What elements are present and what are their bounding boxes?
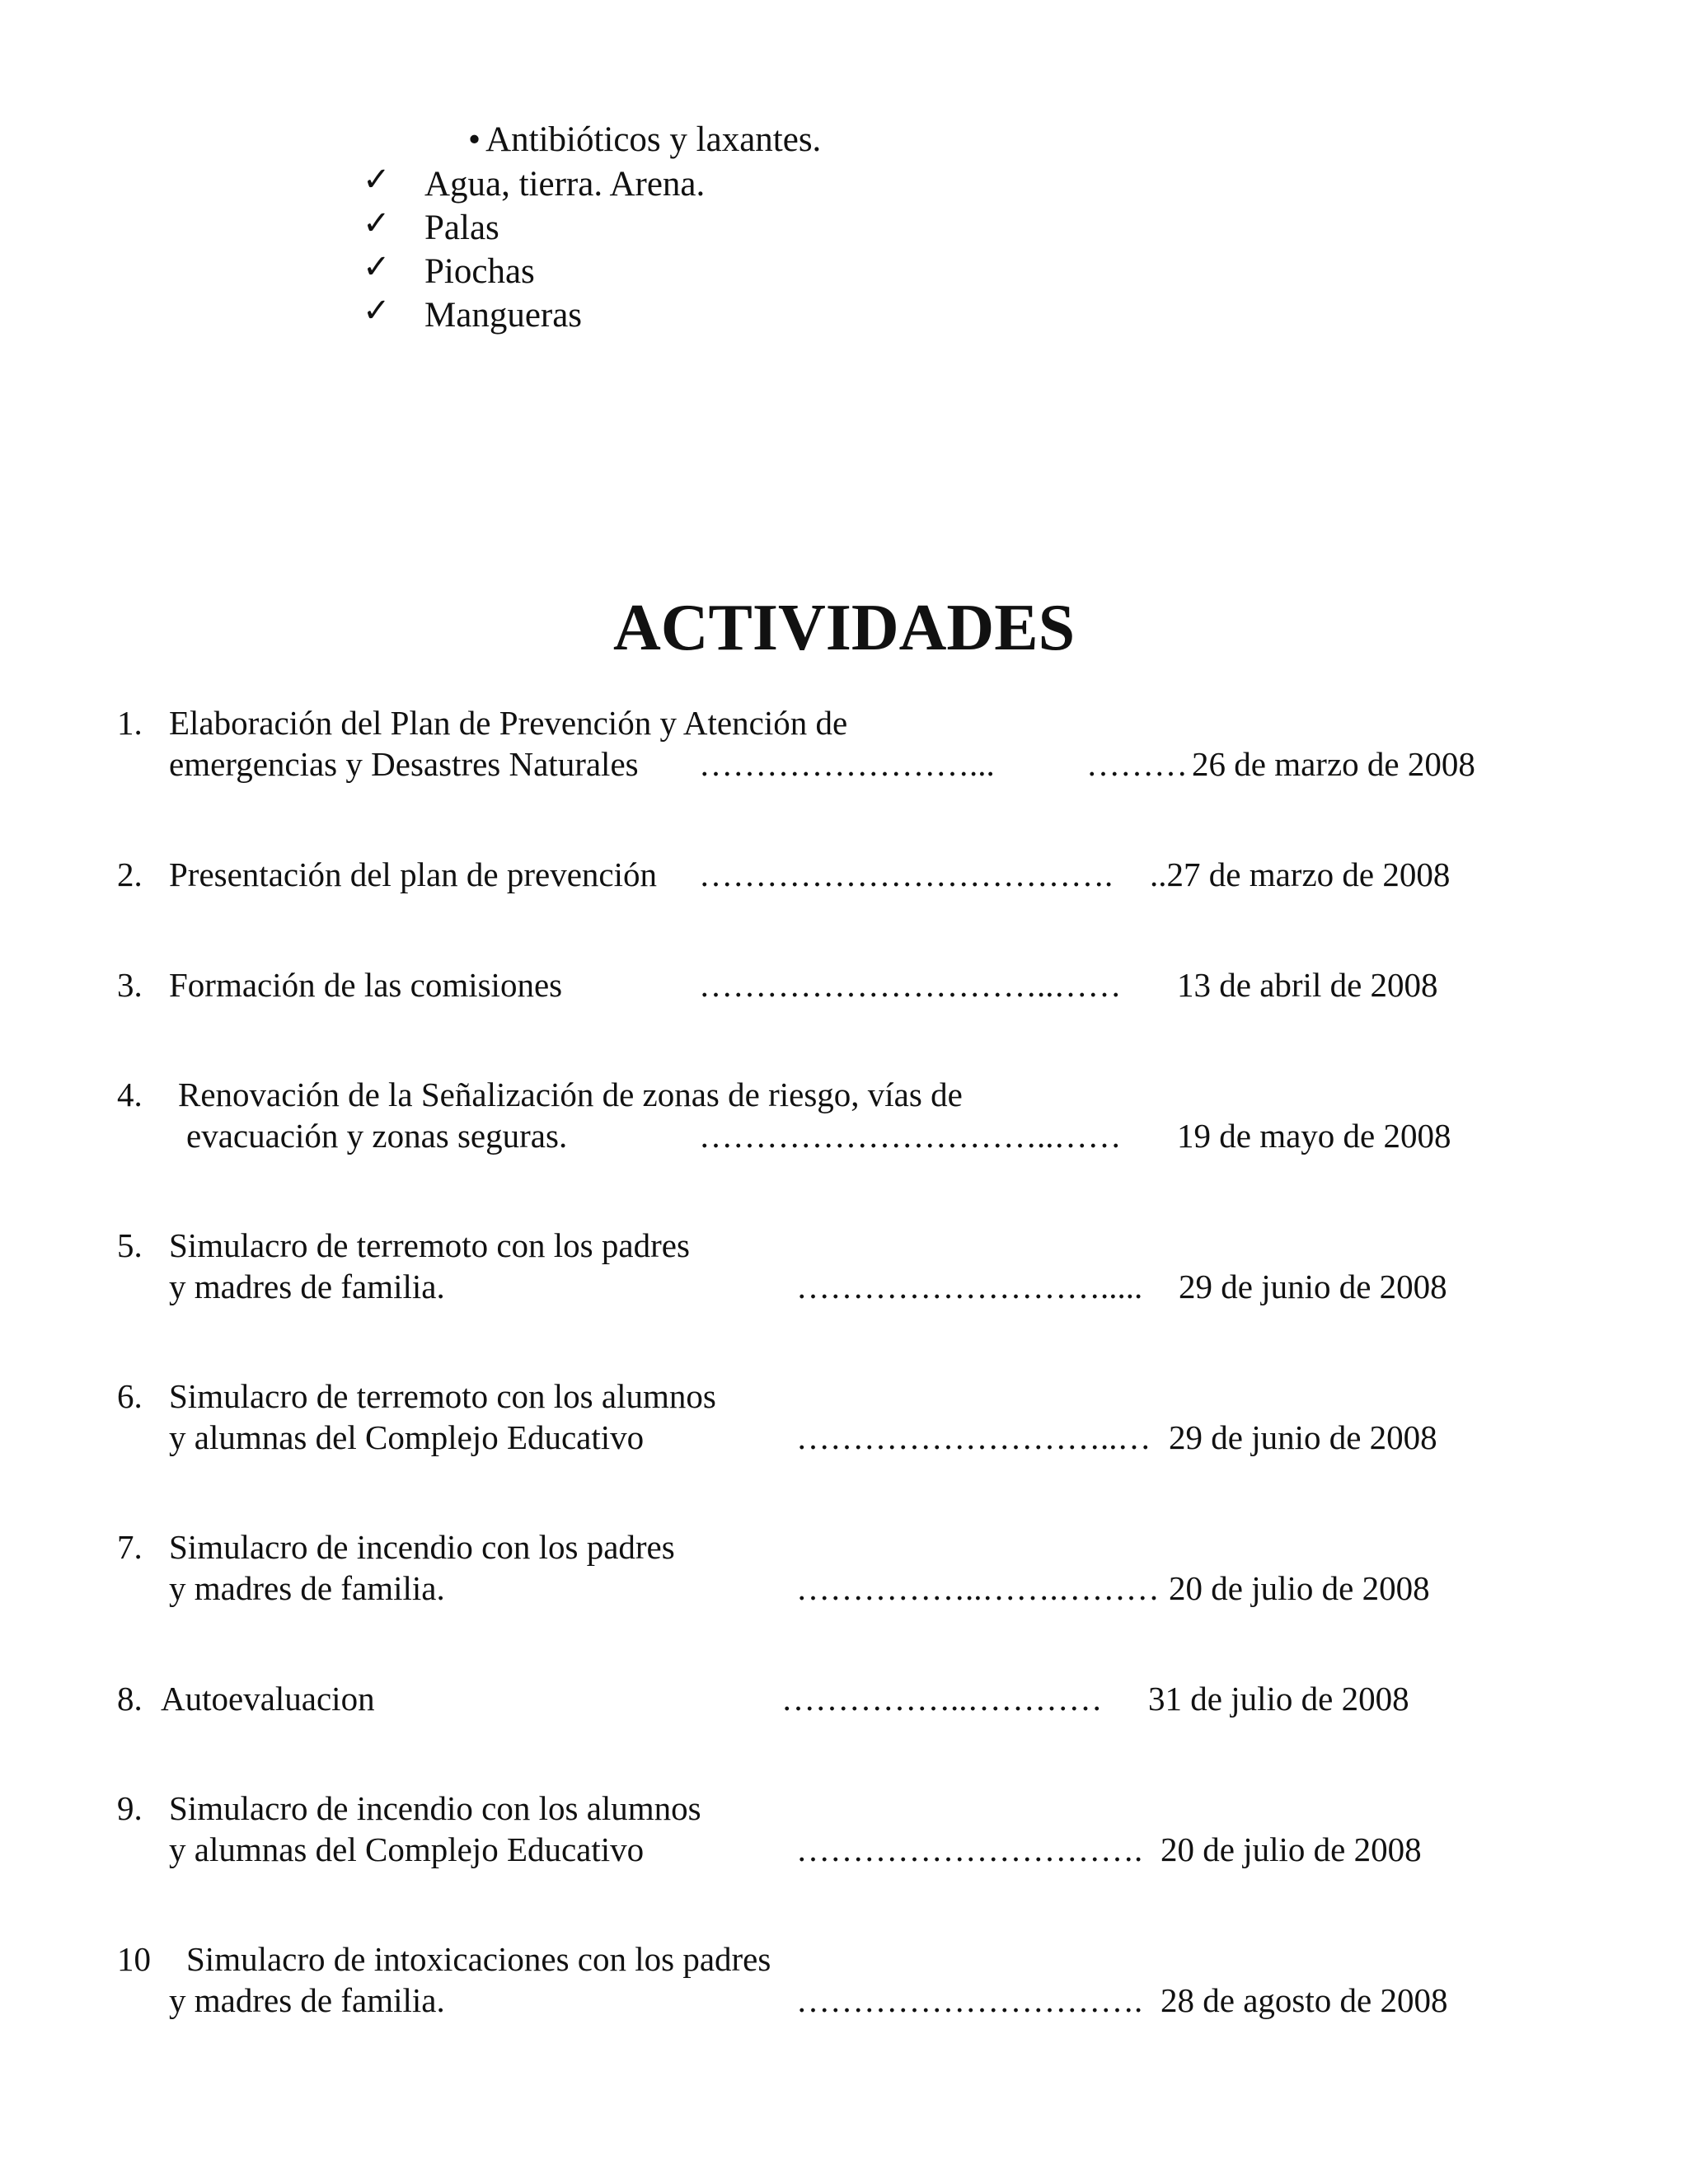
check-item: Agua, tierra. Arena. — [424, 165, 706, 204]
activity-text: y alumnas del Complejo Educativo — [169, 1418, 645, 1456]
activity-text: y madres de familia. — [169, 1981, 445, 2019]
check-item: Piochas — [424, 252, 535, 291]
activity-date: 20 de julio de 2008 — [1160, 1830, 1422, 1868]
activity-text: evacuación y zonas seguras. — [186, 1117, 568, 1155]
leader-dots: ………………………..… — [796, 1418, 1151, 1456]
checkmark-icon: ✓ — [363, 161, 391, 199]
leader-dots: ……………………... — [699, 745, 995, 783]
activity-date: 28 de agosto de 2008 — [1160, 1981, 1448, 2019]
activity-date: 19 de mayo de 2008 — [1177, 1117, 1451, 1155]
activity-number: 1. — [117, 704, 143, 742]
leader-dots: ………………………………. — [699, 855, 1114, 893]
activity-date: 29 de junio de 2008 — [1179, 1268, 1447, 1305]
activity-number: 4. — [117, 1076, 143, 1113]
activity-date: 31 de julio de 2008 — [1148, 1680, 1409, 1718]
activity-text: Simulacro de terremoto con los alumnos — [169, 1377, 716, 1415]
activity-text: Autoevaluacion — [161, 1680, 375, 1718]
activity-text: Simulacro de intoxicaciones con los padres — [186, 1940, 771, 1978]
activity-date: 29 de junio de 2008 — [1169, 1418, 1437, 1456]
activity-number: 6. — [117, 1377, 143, 1415]
bullet-item — [468, 122, 821, 157]
activity-date: 20 de julio de 2008 — [1169, 1569, 1430, 1607]
activity-text: Simulacro de incendio con los alumnos — [169, 1789, 701, 1827]
activity-number: 10 — [117, 1940, 151, 1978]
leader-dots: ………………………..... — [796, 1268, 1143, 1305]
section-title: ACTIVIDADES — [612, 592, 1076, 664]
activity-text: Simulacro de terremoto con los padres — [169, 1226, 690, 1264]
bullet-icon: • — [468, 120, 481, 159]
activity-number: 7. — [117, 1528, 143, 1566]
leader-dots: …………………………..…… — [699, 1117, 1122, 1155]
activity-number: 2. — [117, 855, 143, 893]
activity-number: 3. — [117, 966, 143, 1004]
activity-text: Formación de las comisiones — [169, 966, 563, 1004]
activity-text: emergencias y Desastres Naturales — [169, 745, 639, 783]
activity-number: 8. — [117, 1680, 143, 1718]
activity-date: 13 de abril de 2008 — [1177, 966, 1438, 1004]
checkmark-icon: ✓ — [363, 248, 391, 286]
activity-text: Presentación del plan de prevención — [169, 855, 657, 893]
leader-dots: …………………………..…… — [699, 966, 1122, 1004]
leader-dots: …………………………. — [796, 1981, 1143, 2019]
activity-text: y madres de familia. — [169, 1569, 445, 1607]
activity-number: 9. — [117, 1789, 143, 1827]
check-item: Mangueras — [424, 296, 583, 335]
activity-date: ..27 de marzo de 2008 — [1150, 855, 1451, 893]
leader-dots: ……………..…….……… — [796, 1569, 1160, 1607]
activity-text: Elaboración del Plan de Prevención y Atención de — [169, 704, 848, 742]
activity-date: 26 de marzo de 2008 — [1192, 745, 1475, 783]
activity-text: y alumnas del Complejo Educativo — [169, 1830, 645, 1868]
leader-dots: ……………..………… — [781, 1680, 1103, 1718]
checkmark-icon: ✓ — [363, 204, 391, 242]
checkmark-icon: ✓ — [363, 292, 391, 330]
activity-number: 5. — [117, 1226, 143, 1264]
activity-text: y madres de familia. — [169, 1268, 445, 1305]
bullet-item-text: Antibióticos y laxantes. — [485, 120, 822, 159]
activity-text: Renovación de la Señalización de zonas de riesgo, vías de — [178, 1076, 963, 1113]
leader-dots: …………………………. — [796, 1830, 1143, 1868]
check-item: Palas — [424, 209, 499, 247]
activity-text: Simulacro de incendio con los padres — [169, 1528, 675, 1566]
leader-dots: ……… — [1086, 745, 1188, 783]
